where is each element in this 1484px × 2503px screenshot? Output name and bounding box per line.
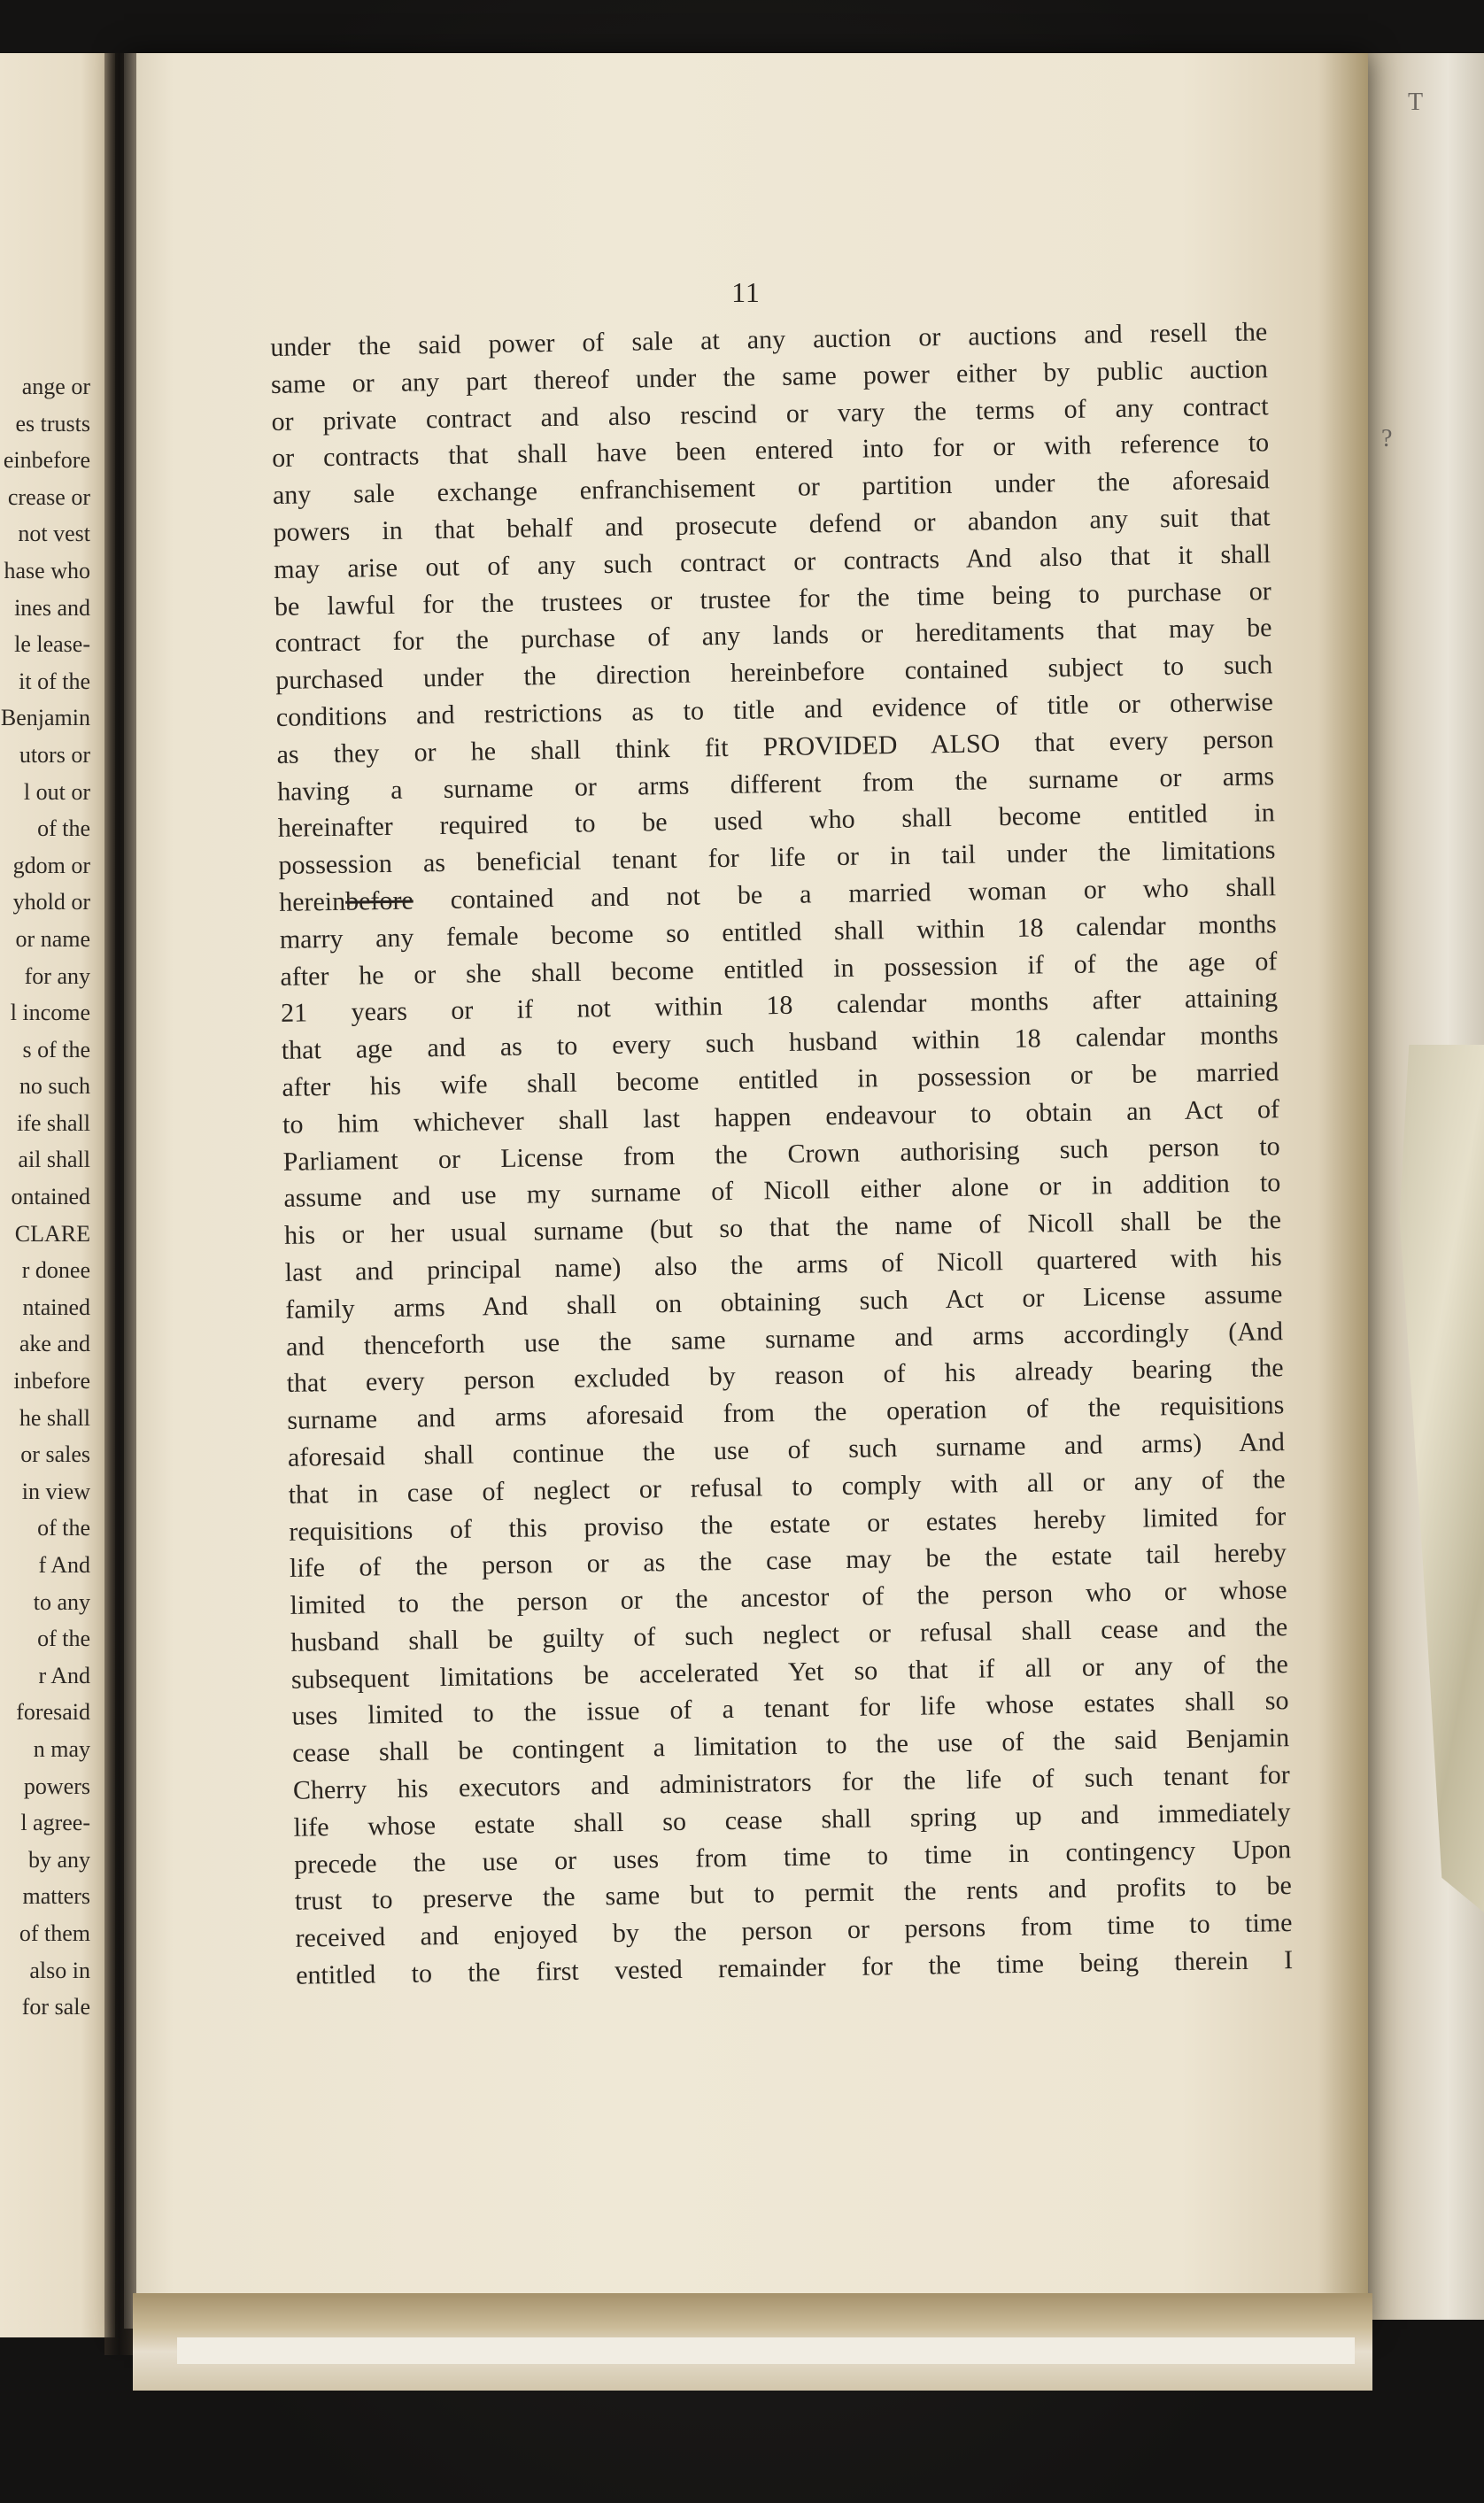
left-page-line: of the (37, 1515, 90, 1541)
text-line: marry any female become so entitled shall within 18 calendar months (279, 908, 1277, 954)
text-line: uses limited to the issue of a tenant for life whose estates shall so (291, 1686, 1289, 1732)
text-line: that every person excluded by reason of his already bearing the (286, 1353, 1284, 1399)
left-page-line: ake and (19, 1331, 90, 1357)
left-page-line: crease or (7, 483, 90, 510)
left-page-line: es trusts (15, 410, 90, 436)
text-line: subsequent limitations be accelerated Yet so that if all or any of the (290, 1649, 1289, 1695)
page-number: 11 (731, 276, 761, 308)
left-page-line: not vest (18, 521, 90, 547)
right-margin-note-1: T (1408, 89, 1424, 116)
text-fragment: herein (278, 886, 346, 917)
left-page-line: l income (10, 1000, 90, 1026)
text-line: powers in that behalf and prosecute defend or abandon any suit that (273, 502, 1271, 547)
left-page-line: also in (29, 1957, 90, 1983)
left-page-line: of the (37, 1626, 90, 1652)
left-page-line: n may (33, 1735, 90, 1762)
left-page-line: CLARE (14, 1220, 90, 1247)
text-line: life whose estate shall so cease shall spring up and immediately (293, 1796, 1291, 1842)
left-page-line: s of the (22, 1036, 90, 1062)
left-page-line: hase who (4, 557, 90, 583)
left-page-line: ntained (22, 1294, 90, 1320)
left-page-line: l out or (23, 778, 90, 805)
text-line: may arise out of any such contract or contracts And also that it shall (274, 539, 1271, 584)
left-page-line: ife shall (16, 1109, 90, 1136)
text-line: surname and arms aforesaid from the operation of the requisitions (287, 1390, 1285, 1435)
text-line: possession as beneficial tenant for life or in tail under the limitations (278, 835, 1276, 881)
page-body-text (270, 313, 1293, 1994)
text-line: limited to the person or the ancestor of the person who or whose (290, 1575, 1287, 1620)
page-bottom-sheet (177, 2337, 1355, 2364)
right-margin-note-2: ? (1381, 425, 1393, 452)
text-line: or contracts that shall have been entered into for or with reference to (272, 428, 1270, 474)
left-page-line: by any (27, 1846, 90, 1873)
left-facing-page (0, 53, 115, 2337)
left-page-line: l agree- (20, 1810, 90, 1836)
text-line: that age and as to every such husband within 18 calendar months (281, 1020, 1279, 1066)
text-line: be lawful for the trustees or trustee for the time being to purchase or (274, 576, 1272, 622)
left-page-line: to any (33, 1588, 90, 1615)
left-page-line: of the (37, 815, 90, 842)
text-line: life of the person or as the case may be the estate tail hereby (289, 1538, 1287, 1584)
left-page-line: utors or (19, 741, 90, 768)
left-page-line: foresaid (16, 1699, 90, 1726)
text-line: or private contract and also rescind or vary the terms of any contract (271, 390, 1269, 436)
left-page-line: ontained (11, 1184, 90, 1210)
left-page-line: Benjamin (0, 705, 90, 731)
left-page-line: it of the (19, 668, 90, 694)
left-page-line: r And (38, 1662, 90, 1688)
text-line: contract for the purchase of any lands or hereditaments that may be (274, 613, 1272, 659)
text-line: received and enjoyed by the person or persons from time to time (295, 1908, 1293, 1954)
left-page-line: einbefore (3, 447, 90, 474)
left-page-line: for sale (21, 1994, 90, 2020)
left-page-line: r donee (21, 1257, 90, 1284)
text-line: cease shall be contingent a limitation to the use of the said Benjamin (292, 1723, 1290, 1769)
text-line: conditions and restrictions as to title and evidence of title or otherwise (275, 687, 1274, 732)
text-line: after his wife shall become entitled in possession or be married (282, 1057, 1279, 1102)
text-line: husband shall be guilty of such neglect or refusal shall cease and the (290, 1612, 1288, 1657)
text-line: assume and use my surname of Nicoll either alone or in addition to (283, 1168, 1281, 1214)
text-line: Cherry his executors and administrators for the life of such tenant for (292, 1760, 1291, 1805)
left-page-line: matters (22, 1883, 90, 1910)
text-line: purchased under the direction hereinbefore contained subject to such (274, 650, 1273, 696)
left-page-line: ines and (14, 594, 90, 621)
left-page-line: no such (19, 1073, 90, 1100)
left-page-line: yhold or (12, 889, 90, 915)
text-fragment: contained and not be a married woman or who shall (413, 872, 1277, 915)
text-line: same or any part thereof under the same power either by public auction (270, 354, 1269, 399)
left-page-line: le lease- (14, 631, 90, 658)
text-line: entitled to the first vested remainder for the time being therein I (295, 1945, 1294, 1990)
left-page-line: or name (15, 925, 90, 952)
left-page-line: he shall (19, 1404, 90, 1431)
left-page-line: of them (19, 1920, 90, 1946)
left-page-line: gdom or (12, 852, 90, 878)
left-page-line: powers (23, 1773, 90, 1799)
left-page-line: ange or (21, 374, 90, 399)
left-page-line: or sales (20, 1441, 90, 1468)
left-page-line: f And (38, 1552, 90, 1578)
text-line: last and principal name) also the arms of Nicoll quartered with his (284, 1242, 1282, 1287)
text-line: to him whichever shall last happen endeavour to obtain an Act of (282, 1093, 1280, 1139)
text-line: his or her usual surname (but so that the name of Nicoll shall be the (283, 1205, 1282, 1250)
left-page-text-column (0, 368, 90, 2026)
text-line: aforesaid shall continue the use of such surname and arms) And (287, 1427, 1286, 1472)
text-line: precede the use or uses from time to time in contingency Upon (293, 1834, 1292, 1880)
left-page-line: inbefore (13, 1368, 90, 1394)
struck-out-word: before (344, 885, 414, 916)
book-gutter (104, 53, 136, 2355)
text-line: any sale exchange enfranchisement or partition under the aforesaid (272, 465, 1271, 511)
left-page-line: in view (21, 1478, 90, 1504)
text-line: as they or he shall think fit PROVIDED ALSO that every person (276, 724, 1274, 769)
text-line: requisitions of this proviso the estate or estates hereby limited for (289, 1501, 1287, 1547)
text-line: under the said power of sale at any auction or auctions and resell the (270, 317, 1268, 362)
left-page-line: ail shall (18, 1147, 90, 1173)
text-line: after he or she shall become entitled in possession if of the age of (280, 946, 1278, 992)
text-line: and thenceforth use the same surname and arms accordingly (And (285, 1316, 1284, 1362)
text-line: having a surname or arms different from the surname or arms (276, 761, 1275, 807)
text-line: Parliament or License from the Crown authorising such person to (282, 1131, 1280, 1177)
text-line: hereinafter required to be used who shall become entitled in (277, 798, 1275, 844)
text-line: 21 years or if not within 18 calendar months after attaining (280, 983, 1279, 1029)
text-line: family arms And shall on obtaining such Act or License assume (285, 1279, 1283, 1325)
text-line: that in case of neglect or refusal to comply with all or any of the (288, 1464, 1286, 1510)
text-line: trust to preserve the same but to permit the rents and profits to be (294, 1871, 1293, 1917)
left-page-line: for any (24, 962, 90, 989)
